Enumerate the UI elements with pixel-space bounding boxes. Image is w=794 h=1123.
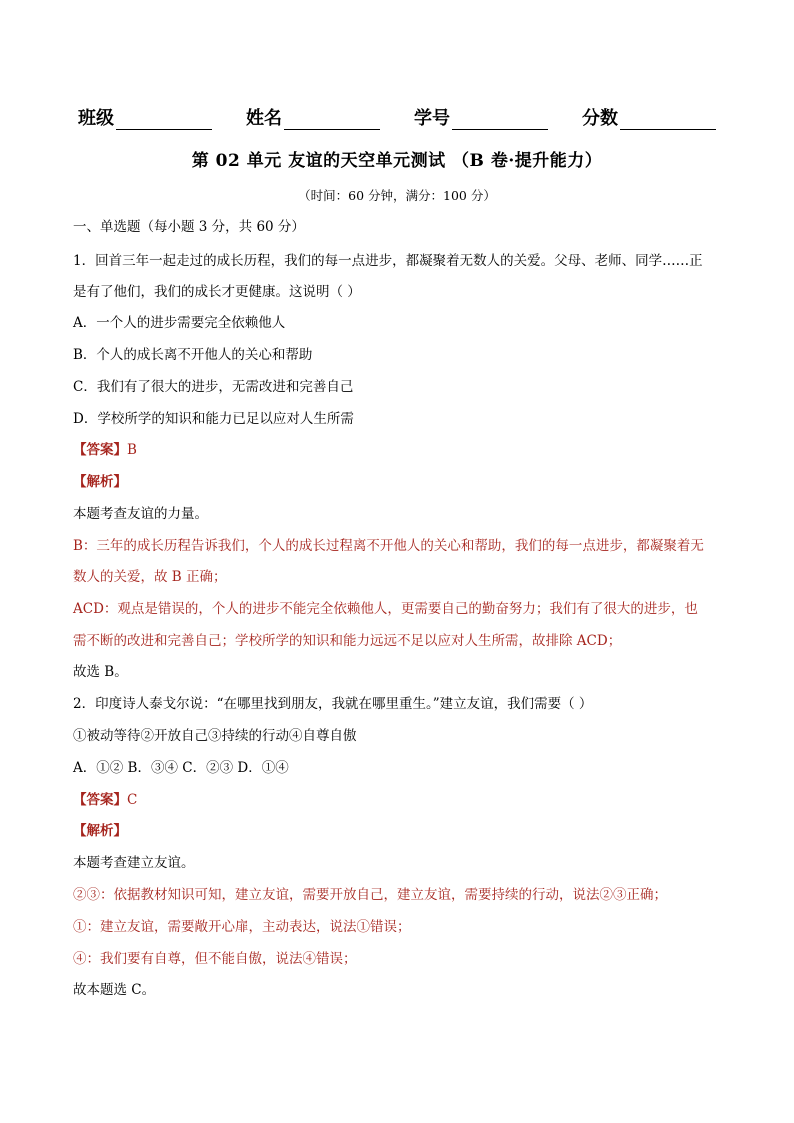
class-label: 班级	[78, 108, 114, 129]
q1-answer	[73, 440, 725, 460]
name-label: 姓名	[246, 108, 282, 129]
student-id-label: 学号	[414, 108, 450, 129]
q2-analysis-label-line	[73, 821, 725, 841]
name-blank[interactable]	[284, 109, 380, 130]
q1-analysis-label-line	[73, 472, 725, 492]
q2-analysis-intro: 本题考查建立友谊。	[73, 855, 195, 871]
q2-conclusion: 故本题选 C。	[73, 982, 156, 998]
q2-answer-value: C	[127, 792, 138, 808]
q1-option-b: B．个人的成长离不开他人的关心和帮助	[73, 347, 313, 363]
q2-analysis-red-1: ②③：依据教材知识可知，建立友谊，需要开放自己，建立友谊，需要持续的行动，说法②③正确；	[73, 887, 667, 903]
student-info-header	[0, 104, 794, 130]
q1-stem-line2: 是有了他们，我们的成长才更健康。这说明（ ）	[73, 284, 361, 300]
q1-conclusion: 故选 B。	[73, 664, 128, 680]
class-field	[78, 104, 212, 130]
student-id-blank[interactable]	[452, 109, 548, 130]
q2-analysis-red-2: ①：建立友谊，需要敞开心扉，主动表达，说法①错误；	[73, 919, 411, 935]
test-title: 第 02 单元 友谊的天空单元测试 （B 卷·提升能力）	[191, 151, 603, 171]
q1-option-c: C．我们有了很大的进步，无需改进和完善自己	[73, 379, 354, 395]
name-field	[246, 104, 380, 130]
student-id-field	[414, 104, 548, 130]
q2-answer	[73, 790, 725, 810]
q1-analysis-intro: 本题考查友谊的力量。	[73, 506, 208, 522]
q2-stem: 2．印度诗人泰戈尔说：“在哪里找到朋友，我就在哪里重生。”建立友谊，我们需要（ ）	[73, 696, 593, 712]
q1-option-d: D．学校所学的知识和能力已足以应对人生所需	[73, 411, 354, 427]
q2-choices: ①被动等待②开放自己③持续的行动④自尊自傲	[73, 728, 357, 744]
q1-analysis-red-3: ACD：观点是错误的，个人的进步不能完全依赖他人，更需要自己的勤奋努力；我们有了很大的进步，也	[73, 601, 698, 617]
q2-answer-label: 【答案】	[73, 792, 127, 808]
q1-option-a: A．一个人的进步需要完全依赖他人	[73, 315, 286, 331]
q1-analysis-red-4: 需不断的改进和完善自己；学校所学的知识和能力远远不足以应对人生所需，故排除 ACD；	[73, 633, 622, 649]
score-blank[interactable]	[620, 109, 716, 130]
test-subtitle: （时间：60 分钟，满分：100 分）	[298, 188, 496, 203]
section-heading: 一、单选题（每小题 3 分，共 60 分）	[73, 219, 305, 235]
q1-stem-line1: 1．回首三年一起走过的成长历程，我们的每一点进步，都凝聚着无数人的关爱。父母、老师、同学……正	[73, 253, 703, 269]
q1-answer-label: 【答案】	[73, 442, 127, 458]
score-label: 分数	[582, 108, 618, 129]
class-blank[interactable]	[116, 109, 212, 130]
score-field	[582, 104, 716, 130]
q1-analysis-red-2: 数人的关爱，故 B 正确；	[73, 569, 227, 585]
q1-answer-value: B	[127, 442, 137, 458]
q2-analysis-red-3: ④：我们要有自尊，但不能自傲，说法④错误；	[73, 951, 357, 967]
q1-analysis-label: 【解析】	[73, 474, 127, 490]
q2-analysis-label: 【解析】	[73, 823, 127, 839]
q1-analysis-red-1: B：三年的成长历程告诉我们，个人的成长过程离不开他人的关心和帮助，我们的每一点进步，都凝聚着无	[73, 538, 704, 554]
q2-options: A．①② B．③④ C．②③ D．①④	[73, 760, 289, 776]
